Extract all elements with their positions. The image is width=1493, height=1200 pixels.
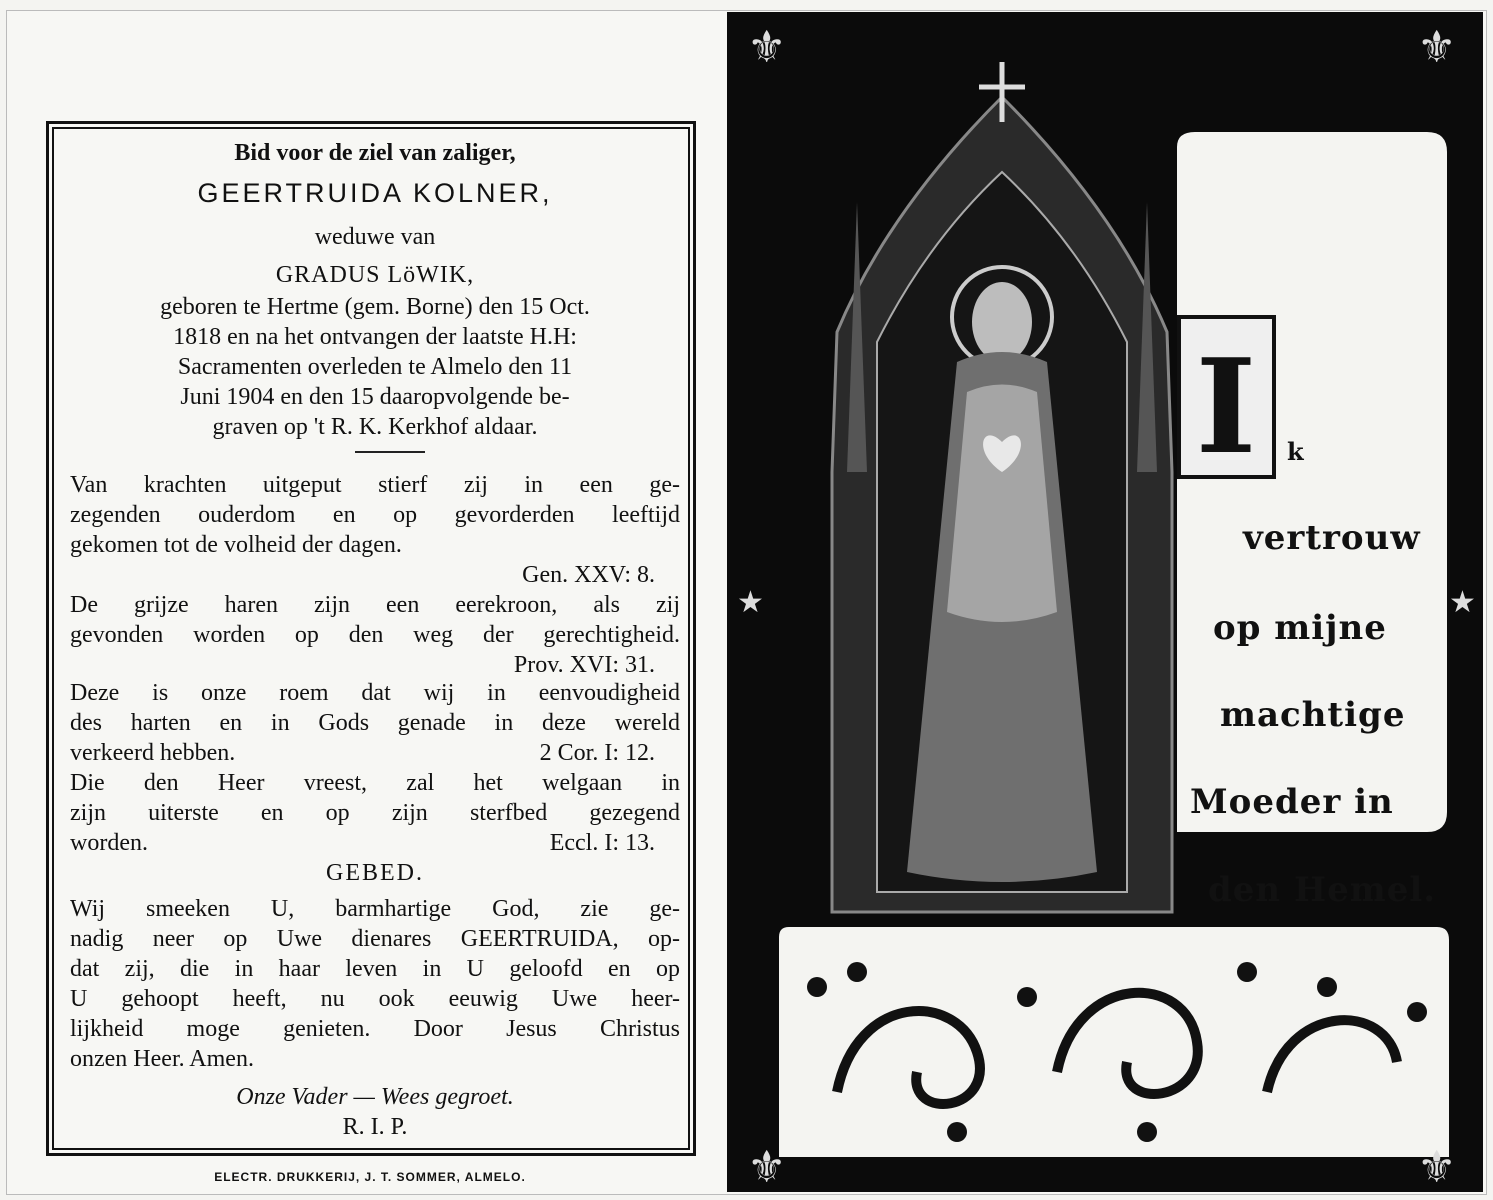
panel-line-5: Moeder in <box>1190 782 1394 822</box>
fleur-icon: ⚜ <box>747 1142 787 1192</box>
star-icon: ★ <box>1449 585 1476 620</box>
verse3-ref: 2 Cor. I: 12. <box>539 740 655 766</box>
panel-line-2: vertrouw <box>1243 518 1421 558</box>
verse3-line-3: verkeerd hebben. <box>70 740 236 766</box>
prayer-line-4: U gehoopt heeft, nu ook eeuwig Uwe heer- <box>70 986 680 1012</box>
relation: weduwe van <box>314 224 436 250</box>
fleur-icon: ⚜ <box>747 22 787 73</box>
panel-line-6: den Hemel. <box>1208 870 1437 910</box>
printer-credit: ELECTR. DRUKKERIJ, J. T. SOMMER, ALMELO. <box>214 1170 526 1184</box>
bio-line-2: 1818 en na het ontvangen der laatste H.H: <box>173 324 577 350</box>
verse2-ref: Prov. XVI: 31. <box>513 652 655 678</box>
ornament-panel <box>779 927 1449 1157</box>
verse1-line-1: Van krachten uitgeput stierf zij in een ge- <box>70 472 680 498</box>
verse3-line-2: des harten en in Gods genade in deze wereld <box>70 710 680 736</box>
fleur-icon: ⚜ <box>1417 1142 1457 1192</box>
verse4-line-3: worden. <box>70 830 148 856</box>
verse3-line-1: Deze is onze roem dat wij in eenvoudigheid <box>70 680 680 706</box>
spouse-name: GRADUS LöWIK, <box>275 262 475 288</box>
devotional-image <box>727 12 1483 1192</box>
panel-line-4: machtige <box>1220 695 1406 735</box>
face <box>972 282 1032 362</box>
verse4-ref: Eccl. I: 13. <box>549 830 655 856</box>
prayer-line-2: nadig neer op Uwe dienares GEERTRUIDA, op- <box>70 926 680 952</box>
verse1-line-3: gekomen tot de volheid der dagen. <box>70 532 402 558</box>
prayer-line-3: dat zij, die in haar leven in U geloofd en op <box>70 956 680 982</box>
bio-line-4: Juni 1904 en den 15 daaropvolgende be- <box>180 384 570 410</box>
bio-line-1: geboren te Hertme (gem. Borne) den 15 Oct. <box>160 294 590 320</box>
panel-line-3: op mijne <box>1213 608 1387 648</box>
fleur-icon: ⚜ <box>1417 22 1457 73</box>
star-icon: ★ <box>737 585 764 620</box>
verse2-line-1: De grijze haren zijn een eerekroon, als zij <box>70 592 680 618</box>
panel-line-1: k <box>1287 437 1305 466</box>
verse4-line-2: zijn uiterste en op zijn sterfbed gezegend <box>70 800 680 826</box>
prayer-line-5: lijkheid moge genieten. Door Jesus Christus <box>70 1016 680 1042</box>
header-line: Bid voor de ziel van zaliger, <box>234 140 516 166</box>
prayer-line-6: onzen Heer. Amen. <box>70 1046 254 1072</box>
verse1-line-2: zegenden ouderdom en op gevorderden leeftijd <box>70 502 680 528</box>
divider <box>355 451 425 453</box>
verse1-ref: Gen. XXV: 8. <box>522 562 655 588</box>
drop-cap: I <box>1195 330 1257 483</box>
bio-line-3: Sacramenten overleden te Almelo den 11 <box>177 354 573 380</box>
verse4-line-1: Die den Heer vreest, zal het welgaan in <box>70 770 680 796</box>
verse2-line-2: gevonden worden op den weg der gerechtigheid. <box>70 622 680 648</box>
closing-prayers: Onze Vader — Wees gegroet. <box>236 1084 514 1110</box>
prayer-title: GEBED. <box>326 860 424 886</box>
rip: R. I. P. <box>342 1114 408 1140</box>
deceased-name: GEERTRUIDA KOLNER, <box>197 178 553 208</box>
bio-line-5: graven op 't R. K. Kerkhof aldaar. <box>212 414 538 440</box>
prayer-line-1: Wij smeeken U, barmhartige God, zie ge- <box>70 896 680 922</box>
